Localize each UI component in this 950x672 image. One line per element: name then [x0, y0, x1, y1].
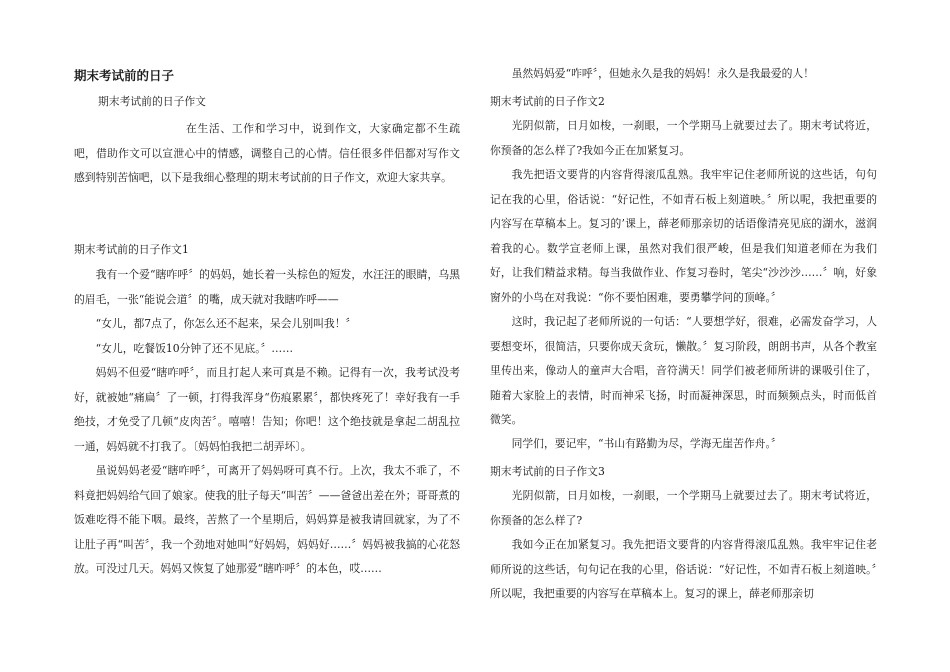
s1-paragraph-3: “女儿，吃餐饭10分钟了还不见底。〞…… [95, 342, 293, 355]
r-paragraph-1: 虽然妈妈爱“咋呼〞，但她永久是我的妈妈！永久是我最爱的人！ [511, 67, 815, 80]
subtitle: 期末考试前的日子作文 [98, 95, 206, 108]
section-title-3: 期末考试前的日子作文3 [490, 465, 605, 478]
section-title-2: 期末考试前的日子作文2 [490, 95, 605, 108]
s1-paragraph-1: 我有一个爱“瞎咋呼〞的妈妈，她长着一头棕色的短发，水汪汪的眼睛，乌黑的眉毛，一张“能说会道〞的嘴，成天就对我瞎咋呼—— [74, 268, 460, 306]
s2-paragraph-2: 我先把语文要背的内容背得滚瓜乱熟。我牢牢记住老师所说的这些话，句句记在我的心里，俗话说：“好记性，不如青石板上刻道映。〞所以呢，我把重要的内容写在草稿本上。复习的’课上，薛老师那亲切的话语像清亮见底的湖水，滋润着我的心。数学宣老师上课，虽然对我们很严峻，但是我们知道老师在为我们好，让我们精益求精。每当我做作业、作复习卷时，笔尖“沙沙沙……〞响，好象窗外的小鸟在对我说：“你不要怕困难，要勇攀学问的顶峰。〞 [490, 168, 877, 304]
s1-paragraph-2: “女儿，都7点了，你怎么还不起来，呆会儿别叫我！〞 [95, 317, 357, 330]
s3-paragraph-2: 我如今正在加紧复习。我先把语文要背的内容背得滚瓜乱熟。我牢牢记住老师所说的这些话，句句记在我的心里，俗话说：“好记性，不如青石板上刻道映。〞所以呢，我把重要的内容写在草稿本上。复习的课上，薛老师那亲切 [490, 538, 877, 600]
intro-paragraph: 在生活、工作和学习中，说到作文，大家确定都不生疏吧，借助作文可以宣泄心中的情感，调整自己的心情。信任很多伴侣都对写作文感到特别苦恼吧，以下是我细心整理的期末考试前的日子作文，欢迎大家共享。 [74, 122, 460, 184]
s3-paragraph-1: 光阴似箭，日月如梭，一刹眼，一个学期马上就要过去了。期末考试将近，你预备的怎么样了? [490, 489, 877, 527]
page-title: 期末考试前的日子 [74, 68, 175, 83]
s2-paragraph-1: 光阴似箭，日月如梭，一刹眼，一个学期马上就要过去了。期末考试将近，你预备的怎么样了?我如今正在加紧复习。 [490, 119, 877, 157]
s1-paragraph-4: 妈妈不但爱“瞎咋呼〞，而且打起人来可真是不赖。记得有一次，我考试没考好，就被她“痛扁〞了一顿，打得我浑身“伤痕累累〞，都快疼死了！幸好我有一手绝技，才免受了几顿“皮肉苦〞。嘻嘻！告知；你吧！这个绝技就是拿起二胡乱拉一通，妈妈就不打我了。〔妈妈怕我把二胡弄坏〕。 [74, 366, 460, 453]
s1-paragraph-5: 虽说妈妈老爱“瞎咋呼〞，可离开了妈妈呀可真不行。上次，我太不乖了，不料竟把妈妈给气回了娘家。使我的肚子每天“叫苦〞——爸爸出差在外；哥哥煮的饭难吃得不能下咽。最终，苦熬了一个星期后，妈妈算是被我请回就家，为了不让肚子再“叫苦〞，我一个劲地对她叫“好妈妈，妈妈好……〞妈妈被我搞的心花怒放。可没过几天。妈妈又恢复了她那爱“瞎咋呼〞的本色，哎…… [74, 464, 460, 575]
s2-paragraph-4: 同学们，要记牢，“书山有路勤为尽，学海无崖苦作舟。〞 [511, 437, 782, 450]
section-title-1: 期末考试前的日子作文1 [74, 243, 189, 256]
s2-paragraph-3: 这时，我记起了老师所说的一句话：“人要想学好，很难，必需发奋学习，人要想变坏，很简洁，只要你成天贪玩，懒散。〞复习阶段，朗朗书声，从各个教室里传出来，像动人的童声大合唱，音符满天！同学们被老师所讲的课吸引住了，随着大家脸上的表情，时而神采飞扬，时而凝神深思，时而频频点头，时而低首微笑。 [490, 315, 877, 426]
